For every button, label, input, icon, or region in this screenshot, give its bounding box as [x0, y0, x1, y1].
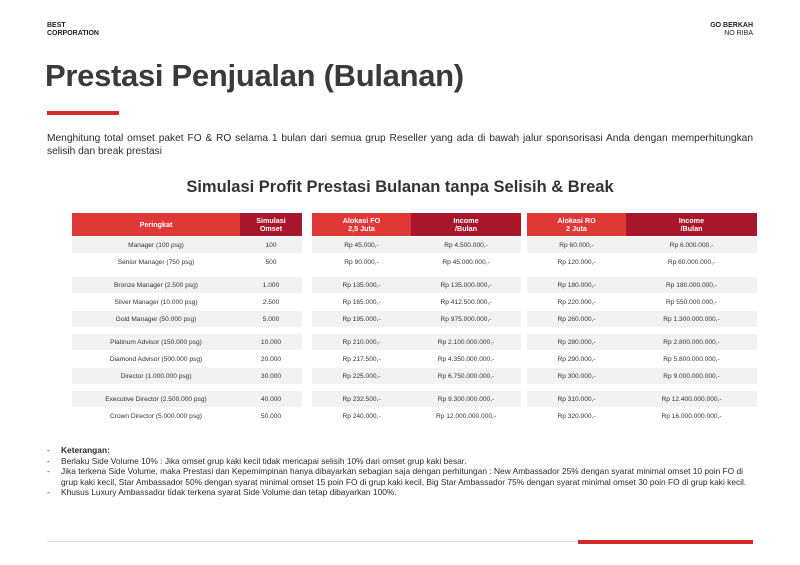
table-cell: Rp 300.000,-: [527, 367, 626, 384]
table-row: [527, 236, 757, 253]
table-row: [527, 276, 757, 293]
title-underline: [47, 111, 119, 115]
tagline-line-2: NO RIBA: [724, 29, 753, 37]
table-cell: Rp 225.000,-: [312, 367, 411, 384]
note-item: - Khusus Luxury Ambassador tidak terkena syarat Side Volume dan tetap dibayarkan 100%.: [47, 487, 757, 498]
table-cell: Rp 290.000,-: [527, 350, 626, 367]
table-cell: Gold Manager (50.000 psg): [72, 310, 240, 327]
table-cell: Rp 135.000.000,-: [411, 276, 521, 293]
rank-table: [72, 213, 302, 424]
footer-accent-bar: [578, 540, 753, 544]
table-cell: Rp 232.500,-: [312, 390, 411, 407]
table-row: [312, 367, 521, 384]
fo-allocation-table: [312, 213, 521, 424]
table-cell: Rp 5.800.000.000,-: [626, 350, 757, 367]
tagline-line-1: GO BERKAH: [710, 22, 753, 29]
table-row: [527, 253, 757, 270]
table-row: [72, 367, 302, 384]
table-cell: 100: [240, 236, 302, 253]
corp-line-2: CORPORATION: [47, 29, 99, 37]
table-cell: Director (1.000.000 psg): [72, 367, 240, 384]
table-cell: 50.000: [240, 407, 302, 424]
corp-line-1: BEST: [47, 22, 66, 29]
table-cell: Rp 120.000,-: [527, 253, 626, 270]
table-cell: Rp 240.000,-: [312, 407, 411, 424]
table-cell: 40.000: [240, 390, 302, 407]
column-header: Alokasi FO 2,5 Juta: [312, 213, 411, 236]
table-cell: Rp 2.100.000.000,-: [411, 333, 521, 350]
column-header: Alokasi RO 2 Juta: [527, 213, 626, 236]
column-header: Income /Bulan: [411, 213, 521, 236]
table-cell: Rp 195.000,-: [312, 310, 411, 327]
table-cell: Executive Director (2.500.000 psg): [72, 390, 240, 407]
table-cell: Rp 12.000.000.000,-: [411, 407, 521, 424]
notes-heading: Keterangan:: [61, 445, 110, 455]
table-cell: Rp 9.000.000.000,-: [626, 367, 757, 384]
table-cell: Rp 550.000.000,-: [626, 293, 757, 310]
table-row: [312, 276, 521, 293]
table-row: [527, 367, 757, 384]
table-row: [312, 253, 521, 270]
table-cell: Rp 4.500.000,-: [411, 236, 521, 253]
page-title: Prestasi Penjualan (Bulanan): [45, 58, 464, 93]
notes-heading-row: - Keterangan:: [47, 445, 757, 456]
table-row: [312, 293, 521, 310]
table-cell: Rp 165.000,-: [312, 293, 411, 310]
table-row: [72, 253, 302, 270]
table-cell: Rp 9.300.000.000,-: [411, 390, 521, 407]
table-cell: Rp 180.000.000,-: [626, 276, 757, 293]
table-cell: Rp 2.800.000.000,-: [626, 333, 757, 350]
corporation-logo-text: [47, 22, 99, 37]
table-row: [527, 333, 757, 350]
table-row: [72, 236, 302, 253]
table-cell: 30.000: [240, 367, 302, 384]
table-row: [312, 407, 521, 424]
table-row: [312, 350, 521, 367]
table-row: [312, 236, 521, 253]
table-row: [72, 293, 302, 310]
table-cell: Rp 180.000,-: [527, 276, 626, 293]
table-cell: Rp 220.000,-: [527, 293, 626, 310]
notes-section: [47, 445, 757, 498]
tagline: [710, 22, 753, 37]
note-item-text: Berlaku Side Volume 10% : Jika omset grup kaki kecil tidak mencapai selisih 10% dari omset grup kaki besar.: [61, 455, 467, 466]
table-header-row: [312, 213, 521, 236]
table-cell: 2.500: [240, 293, 302, 310]
table-row: [312, 390, 521, 407]
table-cell: 500: [240, 253, 302, 270]
column-header: Income /Bulan: [626, 213, 757, 236]
note-item-text: Khusus Luxury Ambassador tidak terkena syarat Side Volume dan tetap dibayarkan 100%.: [61, 487, 397, 498]
table-cell: Rp 260.000,-: [527, 310, 626, 327]
table-cell: Platinum Advisor (150.000 psg): [72, 333, 240, 350]
table-cell: Rp 1.300.000.000,-: [626, 310, 757, 327]
table-row: [72, 333, 302, 350]
table-row: [72, 276, 302, 293]
column-header: Peringkat: [72, 213, 240, 236]
table-header-row: [72, 213, 302, 236]
table-cell: Rp 320.000,-: [527, 407, 626, 424]
table-cell: Rp 6.750.000.000,-: [411, 367, 521, 384]
table-cell: Rp 210.000,-: [312, 333, 411, 350]
table-cell: Rp 135.000,-: [312, 276, 411, 293]
intro-paragraph: Menghitung total omset paket FO & RO selama 1 bulan dari semua grup Reseller yang ada di bawah jalur sponsorisasi Anda dengan memperhitungkan selisih dan break prestasi: [47, 133, 753, 157]
table-row: [72, 350, 302, 367]
table-cell: Rp 12.400.000.000,-: [626, 390, 757, 407]
table-cell: Manager (100 psg): [72, 236, 240, 253]
table-cell: Crown Director (5.000.000 psg): [72, 407, 240, 424]
table-cell: Silver Manager (10.000 psg): [72, 293, 240, 310]
table-cell: Rp 280.000,-: [527, 333, 626, 350]
table-cell: Diamond Advisor (500.000 psg): [72, 350, 240, 367]
table-header-row: [527, 213, 757, 236]
column-header: Simulasi Omset: [240, 213, 302, 236]
table-row: [312, 310, 521, 327]
table-cell: Rp 16.000.000.000,-: [626, 407, 757, 424]
table-cell: Rp 90.000,-: [312, 253, 411, 270]
table-cell: Rp 6.000.000,-: [626, 236, 757, 253]
table-row: [527, 350, 757, 367]
table-cell: Rp 60.000,-: [527, 236, 626, 253]
table-row: [72, 310, 302, 327]
table-row: [527, 310, 757, 327]
table-cell: Bronze Manager (2.500 psg): [72, 276, 240, 293]
table-cell: 20.000: [240, 350, 302, 367]
table-row: [527, 293, 757, 310]
table-cell: Rp 217.500,-: [312, 350, 411, 367]
table-row: [527, 407, 757, 424]
note-item: - Jika terkena Side Volume, maka Prestasi dan Kepemimpinan hanya dibayarkan sebagian saja dengan perhitungan : New Ambassador 25% dengan syarat minimal omset 10 poin FO di grup kaki kecil, Star Ambassador 50% dengan syarat minimal omset 15 poin FO di grup kaki kecil, Big Star Ambassador 75% dengan syarat minimal omset 30 poin FO di grup kaki kecil.: [47, 466, 757, 487]
table-cell: Senior Manager (750 psg): [72, 253, 240, 270]
table-cell: Rp 412.500.000,-: [411, 293, 521, 310]
table-row: [72, 390, 302, 407]
table-cell: Rp 45.000,-: [312, 236, 411, 253]
ro-allocation-table: [527, 213, 757, 424]
table-cell: 1.000: [240, 276, 302, 293]
table-cell: Rp 60.000.000,-: [626, 253, 757, 270]
table-cell: 10.000: [240, 333, 302, 350]
note-item-text: Jika terkena Side Volume, maka Prestasi dan Kepemimpinan hanya dibayarkan sebagian saja dengan perhitungan : New Ambassador 25% dengan syarat minimal omset 10 poin FO di grup kaki kecil, Star Ambassador 50% dengan syarat minimal omset 15 poin FO di grup kaki kecil, Big Star Ambassador 75% dengan syarat minimal omset 30 poin FO di grup kaki kecil.: [61, 466, 747, 487]
table-row: [527, 390, 757, 407]
table-row: [72, 407, 302, 424]
table-cell: Rp 975.000.000,-: [411, 310, 521, 327]
note-item: - Berlaku Side Volume 10% : Jika omset grup kaki kecil tidak mencapai selisih 10% dari omset grup kaki besar.: [47, 456, 757, 467]
table-row: [312, 333, 521, 350]
table-title: Simulasi Profit Prestasi Bulanan tanpa Selisih & Break: [186, 178, 614, 196]
table-cell: Rp 310.000,-: [527, 390, 626, 407]
table-cell: Rp 45.000.000,-: [411, 253, 521, 270]
table-cell: 5.000: [240, 310, 302, 327]
table-cell: Rp 4.350.000.000,-: [411, 350, 521, 367]
